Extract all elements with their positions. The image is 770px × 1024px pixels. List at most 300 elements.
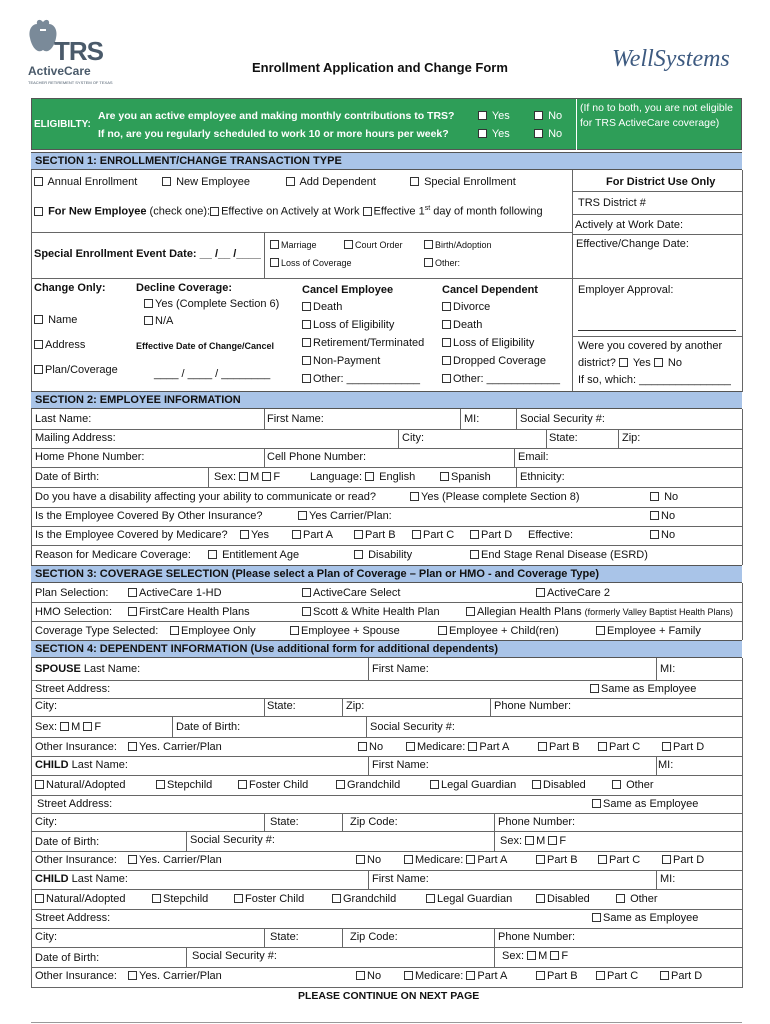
sex-m-label: M xyxy=(536,835,546,847)
sex-m-label: M xyxy=(538,950,548,962)
cov-employee-spouse-option[interactable] xyxy=(290,625,400,637)
eff-date-change-cancel-field[interactable]: ____ / ____ / ________ xyxy=(154,368,271,380)
emp-sex-row xyxy=(214,471,280,483)
reason-entitlement-option[interactable] xyxy=(208,549,299,561)
new-employee-option[interactable] xyxy=(162,176,250,188)
cancel-dep-divorce-option[interactable] xyxy=(442,301,490,313)
same-as-employee-label: Same as Employee xyxy=(601,683,697,695)
trs-logo xyxy=(28,18,118,88)
sex-label: Sex: xyxy=(500,835,523,847)
child1-grandchild-option[interactable] xyxy=(336,779,400,791)
emp-zip-field[interactable]: Zip: xyxy=(622,432,641,444)
medicare-checkbox[interactable] xyxy=(404,855,413,864)
new-employee-label: New Employee xyxy=(176,176,251,188)
child2-sex-row xyxy=(502,950,568,962)
spouse-part-c-option[interactable] xyxy=(598,741,640,753)
eff-first-label-b: day of month following xyxy=(430,205,543,218)
cancel-emp-loss-option[interactable] xyxy=(302,319,394,331)
last-name-label: Last Name: xyxy=(71,759,128,771)
check-one-label: (check one): xyxy=(149,205,211,218)
no-label: No xyxy=(548,110,563,122)
cancel-dep-other-option[interactable] xyxy=(442,373,560,385)
child1-street-field[interactable]: Street Address: xyxy=(37,798,113,810)
change-name-option[interactable] xyxy=(34,314,77,326)
child2-phone-field[interactable]: Phone Number: xyxy=(498,931,576,943)
emp-mailing-field[interactable]: Mailing Address: xyxy=(35,432,116,444)
scott-white-label: Scott & White Health Plan xyxy=(313,606,440,618)
child-label: CHILD xyxy=(35,759,69,771)
ac2-label: ActiveCare 2 xyxy=(547,587,610,599)
spouse-street-field[interactable]: Street Address: xyxy=(35,683,111,695)
medicare-question: Is the Employee Covered by Medicare? xyxy=(35,529,228,541)
allegian-label: Allegian Health Plans xyxy=(477,606,582,618)
disability-question: Do you have a disability affecting your ability to communicate or read? xyxy=(35,491,376,503)
no-label: No xyxy=(369,741,384,753)
other-event-label: Other: xyxy=(435,258,461,268)
child1-dob-field[interactable]: Date of Birth: xyxy=(35,836,100,848)
change-plan-option[interactable] xyxy=(34,364,118,376)
cancel-dep-dropped-option[interactable] xyxy=(442,355,546,367)
birth-adoption-option[interactable] xyxy=(424,240,492,250)
decline-coverage-label: Decline Coverage: xyxy=(136,282,232,294)
eff-first-sup: st xyxy=(424,205,431,212)
birth-adoption-label: Birth/Adoption xyxy=(435,240,492,250)
medicare-part-d-option[interactable] xyxy=(470,529,512,541)
add-dependent-label: Add Dependent xyxy=(299,176,376,188)
yes-carrier-label: Yes. Carrier/Plan xyxy=(139,741,222,753)
child2-part-d-option[interactable] xyxy=(660,970,702,982)
spouse-last-name-field[interactable] xyxy=(35,663,140,675)
eff-actively-label: Effective on Actively at Work xyxy=(221,205,360,218)
eligibility-note: (If no to both, you are not eligible for TRS ActiveCare coverage) xyxy=(580,102,733,129)
medicare-label: Medicare: xyxy=(415,854,464,866)
child2-part-b-option[interactable] xyxy=(536,970,578,982)
child1-city-field[interactable]: City: xyxy=(35,816,57,828)
annual-enrollment-label: Annual Enrollment xyxy=(47,176,138,188)
part-d-label: Part D xyxy=(673,741,705,753)
cancel-emp-loss-label: Loss of Eligibility xyxy=(313,319,395,331)
no-label: No xyxy=(548,128,563,140)
eligibility-q1-no[interactable] xyxy=(534,110,562,122)
part-a-label: Part A xyxy=(303,529,333,541)
medicare-part-c-option[interactable] xyxy=(412,529,454,541)
medicare-checkbox[interactable] xyxy=(406,742,415,751)
other-label: Other xyxy=(630,893,658,905)
eligibility-q1: Are you an active employee and making monthly contributions to TRS? xyxy=(98,110,455,122)
child1-natural-option[interactable] xyxy=(35,779,126,791)
child1-part-c-option[interactable] xyxy=(598,854,640,866)
child1-part-b-option[interactable] xyxy=(536,854,578,866)
child1-other-insurance-label: Other Insurance: xyxy=(35,854,117,866)
eligibility-q2-yes[interactable] xyxy=(478,128,510,140)
child2-stepchild-option[interactable] xyxy=(152,893,208,905)
allegian-note: (formerly Valley Baptist Health Plans) xyxy=(584,607,734,617)
part-d-label: Part D xyxy=(673,854,705,866)
continue-note: PLEASE CONTINUE ON NEXT PAGE xyxy=(298,990,480,1002)
eff-actively-checkbox[interactable] xyxy=(210,207,219,216)
emp-cell-phone-field[interactable]: Cell Phone Number: xyxy=(267,451,367,463)
natural-label: Natural/Adopted xyxy=(46,893,126,905)
sex-label: Sex: xyxy=(214,471,237,483)
language-label: Language: xyxy=(310,471,362,483)
guardian-label: Legal Guardian xyxy=(441,779,517,791)
spouse-same-as-employee-option[interactable] xyxy=(590,683,696,695)
cov-employee-family-option[interactable] xyxy=(596,625,701,637)
if-so-which-field[interactable]: If so, which: _______________ xyxy=(578,374,731,386)
other-insurance-no-option[interactable] xyxy=(650,510,675,522)
sex-m-label: M xyxy=(71,721,81,733)
spouse-dob-field[interactable]: Date of Birth: xyxy=(176,721,241,733)
hmo-selection-label: HMO Selection: xyxy=(35,606,113,618)
part-a-checkbox[interactable] xyxy=(466,855,475,864)
other-insurance-yes-option[interactable] xyxy=(298,510,392,522)
spouse-part-d-option[interactable] xyxy=(662,741,704,753)
ac1hd-label: ActiveCare 1-HD xyxy=(139,587,222,599)
cancel-dep-death-option[interactable] xyxy=(442,319,482,331)
firstcare-label: FirstCare Health Plans xyxy=(139,606,250,618)
district-question xyxy=(578,357,682,369)
employee-family-label: Employee + Family xyxy=(607,625,701,637)
employer-approval-label: Employer Approval: xyxy=(578,284,674,296)
eligibility-label: ELIGIBILTY: xyxy=(34,119,91,130)
other-label: Other xyxy=(626,779,654,791)
spouse-ssn-field[interactable]: Social Security #: xyxy=(370,721,455,733)
cancel-emp-other-option[interactable] xyxy=(302,373,420,385)
cancel-dep-divorce-label: Divorce xyxy=(453,301,491,313)
disabled-label: Disabled xyxy=(543,779,586,791)
district-no-checkbox[interactable] xyxy=(654,358,663,367)
same-as-employee-label: Same as Employee xyxy=(603,912,699,924)
emp-city-field[interactable]: City: xyxy=(402,432,424,444)
spouse-ins-yes-option[interactable] xyxy=(128,741,222,753)
disabled-label: Disabled xyxy=(547,893,590,905)
child1-phone-field[interactable]: Phone Number: xyxy=(498,816,576,828)
emp-state-field[interactable]: State: xyxy=(549,432,578,444)
sex-f-checkbox[interactable] xyxy=(548,836,557,845)
change-address-label: Address xyxy=(45,339,86,351)
sex-f-checkbox[interactable] xyxy=(83,722,92,731)
child1-other-option[interactable] xyxy=(612,779,654,791)
new-employee-row xyxy=(34,205,543,218)
wellsystems-logo xyxy=(612,38,742,78)
emp-dob-field[interactable]: Date of Birth: xyxy=(35,471,100,483)
sex-m-checkbox[interactable] xyxy=(239,472,248,481)
spouse-zip-field[interactable]: Zip: xyxy=(346,700,365,712)
entitlement-label: Entitlement Age xyxy=(222,549,300,561)
cancel-dependent-label: Cancel Dependent xyxy=(442,284,538,296)
cov-employee-children-option[interactable] xyxy=(438,625,559,637)
hmo-firstcare-option[interactable] xyxy=(128,606,250,618)
special-enrollment-option[interactable] xyxy=(410,176,516,188)
decline-na-label: N/A xyxy=(155,315,174,327)
child1-part-d-option[interactable] xyxy=(662,854,704,866)
trs-logo-sub: ActiveCare xyxy=(28,64,91,78)
esrd-label: End Stage Renal Disease (ESRD) xyxy=(481,549,648,561)
child1-last-name-field[interactable] xyxy=(35,759,128,771)
child1-ins-no-option[interactable] xyxy=(356,854,381,866)
district-yes-label: Yes xyxy=(632,357,651,369)
emp-email-field[interactable]: Email: xyxy=(518,451,549,463)
part-b-label: Part B xyxy=(365,529,396,541)
hmo-scott-white-option[interactable] xyxy=(302,606,440,618)
natural-label: Natural/Adopted xyxy=(46,779,126,791)
spouse-other-insurance-label: Other Insurance: xyxy=(35,741,117,753)
child2-same-option[interactable] xyxy=(592,912,698,924)
cancel-emp-other-label: Other: ____________ xyxy=(313,373,421,385)
plan-ac2-option[interactable] xyxy=(536,587,610,599)
new-employee-checkbox[interactable] xyxy=(34,207,43,216)
child2-foster-option[interactable] xyxy=(234,893,304,905)
trs-logo-main: TRS xyxy=(54,36,103,66)
marriage-label: Marriage xyxy=(281,240,317,250)
cancel-dep-loss-label: Loss of Eligibility xyxy=(453,337,535,349)
medicare-no-option[interactable] xyxy=(650,529,675,541)
last-name-label: Last Name: xyxy=(71,873,128,885)
foster-label: Foster Child xyxy=(245,893,305,905)
eligibility-q2: If no, are you regularly scheduled to work 10 or more hours per week? xyxy=(98,128,449,140)
other-insurance-yes-label: Yes Carrier/Plan: xyxy=(309,510,392,522)
child1-guardian-option[interactable] xyxy=(430,779,516,791)
spanish-option[interactable] xyxy=(440,471,491,483)
plan-selection-label: Plan Selection: xyxy=(35,587,109,599)
no-label: No xyxy=(367,970,382,982)
same-as-employee-label: Same as Employee xyxy=(603,798,699,810)
cancel-emp-death-option[interactable] xyxy=(302,301,342,313)
spouse-first-name-field[interactable]: First Name: xyxy=(372,663,429,675)
guardian-label: Legal Guardian xyxy=(437,893,513,905)
spouse-medicare-row xyxy=(406,741,509,753)
medicare-part-a-option[interactable] xyxy=(292,529,333,541)
change-name-label: Name xyxy=(48,314,78,326)
sex-f-label: F xyxy=(561,950,569,962)
stepchild-label: Stepchild xyxy=(167,779,213,791)
child2-grandchild-option[interactable] xyxy=(332,893,396,905)
part-c-label: Part C xyxy=(423,529,455,541)
cancel-dep-loss-option[interactable] xyxy=(442,337,534,349)
yes-carrier-label: Yes. Carrier/Plan xyxy=(139,854,222,866)
yes-label: Yes xyxy=(491,128,510,140)
other-event-option[interactable] xyxy=(424,258,460,268)
district-yes-checkbox[interactable] xyxy=(619,358,628,367)
child2-ssn-field[interactable]: Social Security #: xyxy=(192,950,277,962)
cancel-employee-label: Cancel Employee xyxy=(302,284,394,296)
child2-natural-option[interactable] xyxy=(35,893,126,905)
medicare-label: Medicare: xyxy=(417,741,466,753)
spouse-phone-field[interactable]: Phone Number: xyxy=(494,700,572,712)
covered-another-label: Were you covered by another xyxy=(578,340,723,352)
court-order-label: Court Order xyxy=(355,240,403,250)
plan-ac1hd-option[interactable] xyxy=(128,587,222,599)
special-enrollment-label: Special Enrollment xyxy=(424,176,516,188)
sex-m-checkbox[interactable] xyxy=(525,836,534,845)
disability-no-option[interactable] xyxy=(650,491,678,503)
decline-na-option[interactable] xyxy=(144,315,173,327)
child1-mi-field[interactable]: MI: xyxy=(658,759,674,771)
spouse-state-field[interactable]: State: xyxy=(267,700,296,712)
part-c-label: Part C xyxy=(609,741,641,753)
cancel-dep-other-label: Other: ____________ xyxy=(453,373,561,385)
child2-city-field[interactable]: City: xyxy=(35,931,57,943)
eff-first-checkbox[interactable] xyxy=(363,207,372,216)
eligibility-banner xyxy=(31,98,742,150)
marriage-option[interactable] xyxy=(270,240,317,250)
spouse-part-b-option[interactable] xyxy=(538,741,580,753)
emp-last-name-field[interactable]: Last Name: xyxy=(35,413,92,425)
medicare-yes-option[interactable] xyxy=(240,529,269,541)
eligibility-q1-yes[interactable] xyxy=(478,110,510,122)
disability-no-label: No xyxy=(664,491,679,503)
no-label: No xyxy=(367,854,382,866)
child2-street-field[interactable]: Street Address: xyxy=(35,912,111,924)
medicare-no-label: No xyxy=(661,529,676,541)
child2-mi-field[interactable]: MI: xyxy=(660,873,676,885)
emp-first-name-field[interactable]: First Name: xyxy=(267,413,324,425)
child1-first-name-field[interactable]: First Name: xyxy=(372,759,429,771)
section4-header: SECTION 4: DEPENDENT INFORMATION (Use additional form for additional dependents) xyxy=(31,640,742,658)
child2-part-c-option[interactable] xyxy=(596,970,638,982)
part-a-checkbox[interactable] xyxy=(466,971,475,980)
change-address-option[interactable] xyxy=(34,339,85,351)
child2-disabled-option[interactable] xyxy=(536,893,590,905)
emp-ssn-field[interactable]: Social Security #: xyxy=(520,413,605,425)
child2-state-field[interactable]: State: xyxy=(270,931,299,943)
child1-sex-row xyxy=(500,835,566,847)
child2-ins-yes-option[interactable] xyxy=(128,970,222,982)
district-q-label: district? xyxy=(578,357,616,369)
child2-guardian-option[interactable] xyxy=(426,893,512,905)
section2-header: SECTION 2: EMPLOYEE INFORMATION xyxy=(31,391,742,409)
sex-f-label: F xyxy=(273,471,281,483)
page-title: Enrollment Application and Change Form xyxy=(252,60,508,75)
sex-f-label: F xyxy=(559,835,567,847)
part-b-label: Part B xyxy=(547,970,578,982)
reason-medicare-label: Reason for Medicare Coverage: xyxy=(35,549,191,561)
spouse-sex-row xyxy=(35,721,101,733)
other-insurance-question: Is the Employee Covered By Other Insurance? xyxy=(35,510,263,522)
part-b-label: Part B xyxy=(547,854,578,866)
spouse-mi-field[interactable]: MI: xyxy=(660,663,676,675)
sex-f-checkbox[interactable] xyxy=(550,951,559,960)
for-new-employee-label: For New Employee xyxy=(48,205,147,218)
part-a-label: Part A xyxy=(479,741,510,753)
spouse-city-field[interactable]: City: xyxy=(35,700,57,712)
trs-logo-tag: TEACHER RETIREMENT SYSTEM OF TEXAS xyxy=(28,80,113,85)
other-insurance-no-label: No xyxy=(661,510,676,522)
sex-label: Sex: xyxy=(502,950,525,962)
cancel-emp-retirement-label: Retirement/Terminated xyxy=(313,337,425,349)
spanish-label: Spanish xyxy=(451,471,491,483)
wellsystems-logo-text: WellSystems xyxy=(612,46,730,72)
child2-medicare-row xyxy=(404,970,507,982)
spouse-label: SPOUSE xyxy=(35,663,81,675)
loss-coverage-option[interactable] xyxy=(270,258,352,268)
change-only-label: Change Only: xyxy=(34,282,106,294)
english-checkbox[interactable] xyxy=(365,472,374,481)
child2-dob-field[interactable]: Date of Birth: xyxy=(35,952,100,964)
eff-date-change-cancel-label: Effective Date of Change/Cancel xyxy=(136,341,275,351)
spouse-ins-no-option[interactable] xyxy=(358,741,383,753)
district-use-heading: For District Use Only xyxy=(606,176,716,188)
reason-disability-option[interactable] xyxy=(354,549,412,561)
change-plan-label: Plan/Coverage xyxy=(45,364,118,376)
emp-ethnicity-field[interactable]: Ethnicity: xyxy=(520,471,565,483)
part-d-label: Part D xyxy=(671,970,703,982)
annual-enrollment-option[interactable] xyxy=(34,176,137,188)
emp-home-phone-field[interactable]: Home Phone Number: xyxy=(35,451,145,463)
emp-mi-field[interactable]: MI: xyxy=(464,413,480,425)
part-d-label: Part D xyxy=(481,529,513,541)
sex-label: Sex: xyxy=(35,721,58,733)
child1-disabled-option[interactable] xyxy=(532,779,586,791)
part-c-label: Part C xyxy=(609,854,641,866)
decline-yes-option[interactable] xyxy=(144,298,279,310)
medicare-effective-field[interactable]: Effective: xyxy=(528,529,574,541)
child2-first-name-field[interactable]: First Name: xyxy=(372,873,429,885)
child1-zip-field[interactable]: Zip Code: xyxy=(350,816,398,828)
disability-yes-label: Yes (Please complete Section 8) xyxy=(421,491,580,503)
hmo-allegian-option[interactable] xyxy=(466,606,733,618)
effective-change-date-field[interactable]: Effective/Change Date: xyxy=(576,238,689,250)
disability-label: Disability xyxy=(368,549,413,561)
child1-foster-option[interactable] xyxy=(238,779,308,791)
cancel-emp-death-label: Death xyxy=(313,301,343,313)
disability-yes-option[interactable] xyxy=(410,491,580,503)
cancel-emp-nonpayment-label: Non-Payment xyxy=(313,355,381,367)
medicare-part-b-option[interactable] xyxy=(354,529,396,541)
cancel-dep-death-label: Death xyxy=(453,319,483,331)
child2-other-option[interactable] xyxy=(616,893,658,905)
child2-zip-field[interactable]: Zip Code: xyxy=(350,931,398,943)
child1-same-option[interactable] xyxy=(592,798,698,810)
grandchild-label: Grandchild xyxy=(343,893,397,905)
reason-esrd-option[interactable] xyxy=(470,549,648,561)
child1-state-field[interactable]: State: xyxy=(270,816,299,828)
add-dependent-option[interactable] xyxy=(286,176,376,188)
page-bottom-divider xyxy=(31,1022,742,1023)
child2-ins-no-option[interactable] xyxy=(356,970,381,982)
child1-stepchild-option[interactable] xyxy=(156,779,212,791)
loss-coverage-label: Loss of Coverage xyxy=(281,258,352,268)
cancel-emp-retirement-option[interactable] xyxy=(302,337,424,349)
part-a-checkbox[interactable] xyxy=(468,742,477,751)
special-event-date-field[interactable]: Special Enrollment Event Date: __ /__ /____ xyxy=(34,248,261,260)
child-label: CHILD xyxy=(35,873,69,885)
stepchild-label: Stepchild xyxy=(163,893,209,905)
cancel-emp-nonpayment-option[interactable] xyxy=(302,355,380,367)
sex-m-checkbox[interactable] xyxy=(527,951,536,960)
employer-approval-line[interactable] xyxy=(578,330,736,331)
foster-label: Foster Child xyxy=(249,779,309,791)
cancel-dep-dropped-label: Dropped Coverage xyxy=(453,355,546,367)
sex-m-checkbox[interactable] xyxy=(60,722,69,731)
child1-ins-yes-option[interactable] xyxy=(128,854,222,866)
sex-f-checkbox[interactable] xyxy=(262,472,271,481)
employee-only-label: Employee Only xyxy=(181,625,256,637)
medicare-checkbox[interactable] xyxy=(404,971,413,980)
child1-ssn-field[interactable]: Social Security #: xyxy=(190,834,275,846)
trs-district-field[interactable]: TRS District # xyxy=(578,197,646,209)
plan-ac-select-option[interactable] xyxy=(302,587,400,599)
child2-last-name-field[interactable] xyxy=(35,873,128,885)
yes-label: Yes xyxy=(491,110,510,122)
section1-header: SECTION 1: ENROLLMENT/CHANGE TRANSACTION TYPE xyxy=(31,152,742,170)
cov-employee-only-option[interactable] xyxy=(170,625,256,637)
actively-date-field[interactable]: Actively at Work Date: xyxy=(575,219,683,231)
court-order-option[interactable] xyxy=(344,240,403,250)
coverage-type-label: Coverage Type Selected: xyxy=(35,625,159,637)
employee-spouse-label: Employee + Spouse xyxy=(301,625,400,637)
eligibility-q2-no[interactable] xyxy=(534,128,562,140)
